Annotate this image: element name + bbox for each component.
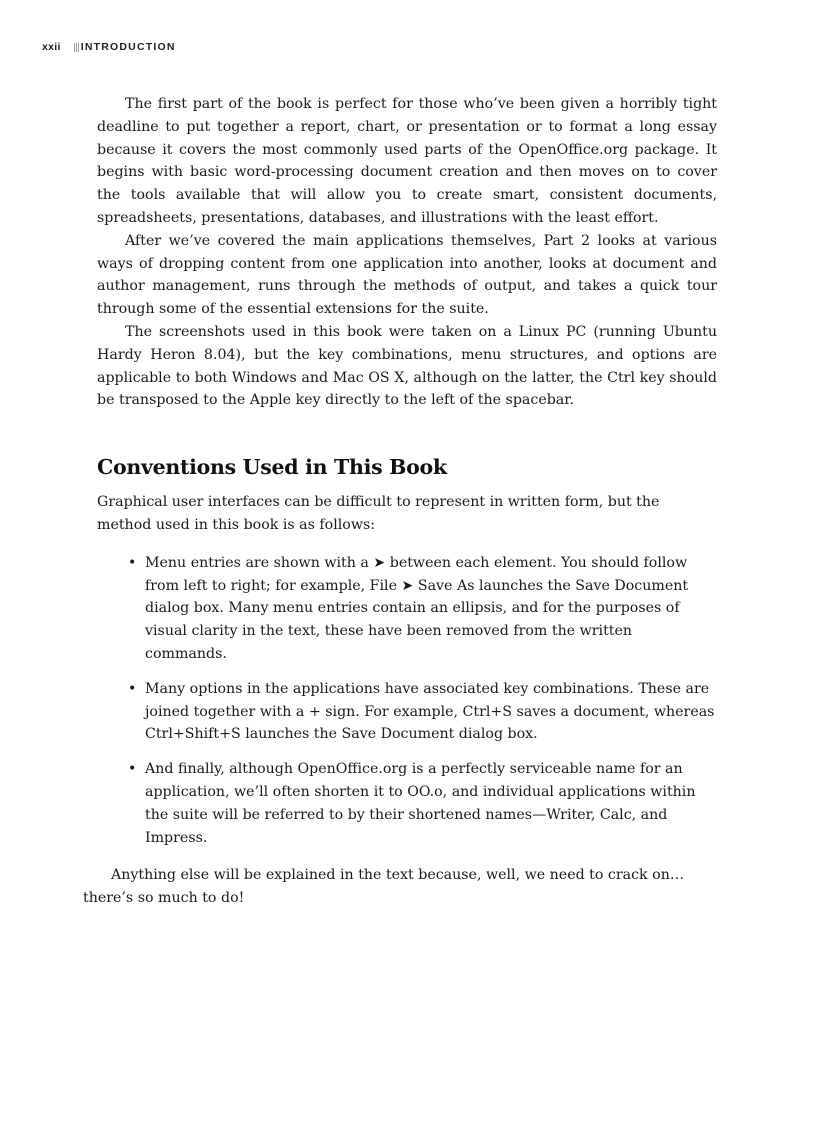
list-item-text: Many options in the applications have associated key combinations. These are joined together with a + sign. For example, Ctrl+S saves a document, whereas Ctrl+Shift+S launches the Save Document dialog box. — [145, 680, 715, 743]
body-paragraph-3: The screenshots used in this book were taken on a Linux PC (running Ubuntu Hardy Heron 8.04), but the key combinations, menu structures, and options are applicable to both Windows and Mac OS X, although on the latter, the Ctrl key should be transposed to the Apple key directly to the left of the spacebar. — [97, 323, 717, 409]
section-title: INTRODUCTION — [80, 41, 176, 53]
conventions-list — [97, 552, 717, 850]
list-item-text: Menu entries are shown with a ➤ between each element. You should follow from left to right; for example, File ➤ Save As launches the Save Document dialog box. Many menu entries contain an ellipsis, and for the purposes of visual clarity in the text, these have been removed from the written commands. — [145, 554, 689, 662]
list-item — [128, 758, 717, 849]
section-marker-icon — [74, 43, 79, 52]
body-paragraph-1: The first part of the book is perfect for those who’ve been given a horribly tight deadline to put together a report, chart, or presentation or to format a long essay because it covers the most commonly used parts of the OpenOffice.org package. It begins with basic word-processing document creation and then moves on to cover the tools available that will allow you to create smart, consistent documents, spreadsheets, presentations, databases, and illustrations with the least effort. — [97, 96, 717, 226]
section-heading: Conventions Used in This Book — [97, 455, 447, 480]
body-paragraph-2: After we’ve covered the main applications themselves, Part 2 looks at various ways of dropping content from one application into another, looks at document and author management, runs through the methods of output, and takes a quick tour through some of the essential extensions for the suite. — [97, 232, 717, 318]
conventions-intro: Graphical user interfaces can be difficult to represent in written form, but the method used in this book is as follows: — [97, 494, 660, 533]
list-item-text: And finally, although OpenOffice.org is a perfectly serviceable name for an application, we’ll often shorten it to OO.o, and individual applications within the suite will be referred to by their shortened names—Writer, Calc, and Impress. — [145, 761, 696, 846]
page-number: xxii — [42, 41, 61, 53]
list-item — [128, 552, 717, 666]
bullet-icon: • — [128, 680, 137, 697]
list-item — [128, 678, 717, 746]
page-content — [83, 93, 717, 910]
running-head — [42, 41, 176, 53]
bullet-icon: • — [128, 554, 137, 571]
bullet-icon: • — [128, 761, 137, 778]
closing-paragraph: Anything else will be explained in the text because, well, we need to crack on… there’s so much to do! — [83, 867, 685, 907]
